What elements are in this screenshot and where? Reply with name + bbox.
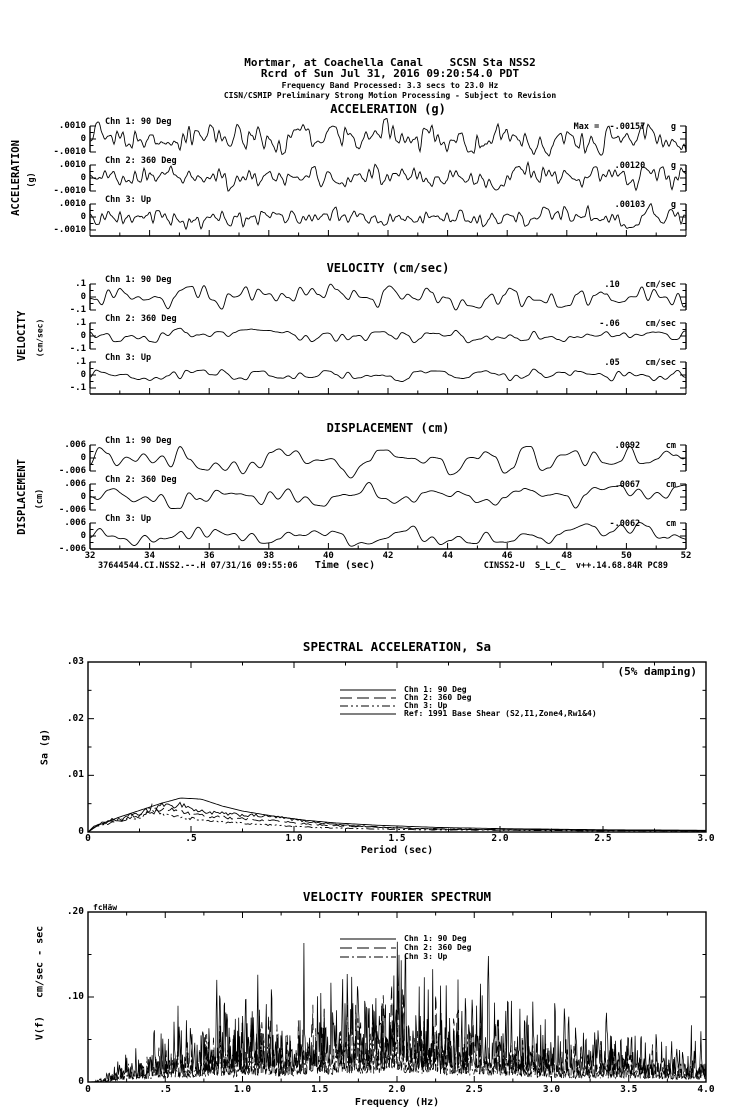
y-scale-bottom: -.1 (69, 305, 86, 315)
sa-legend-label: Chn 2: 360 Deg (404, 693, 472, 702)
channel-label: Chn 2: 360 Deg (105, 156, 177, 166)
waveform-velocity-chn-3-up (90, 369, 686, 381)
waveform-velocity-chn-1-90-deg (90, 284, 686, 310)
sa-x-tick-label: .5 (185, 833, 197, 844)
time-tick-label: 38 (263, 551, 275, 561)
y-scale-zero: 0 (80, 492, 86, 502)
fourier-x-tick-label: 0 (85, 1084, 91, 1095)
time-tick-label: 40 (322, 551, 334, 561)
channel-label: Chn 1: 90 Deg (105, 436, 172, 446)
panel-side-label: ACCELERATION (9, 140, 22, 216)
time-tick-label: 50 (620, 551, 632, 561)
channel-label: Chn 3: Up (105, 514, 152, 524)
peak-value-label: Max = -.00157 g (573, 122, 676, 132)
fourier-x-tick-label: 1.0 (233, 1084, 252, 1095)
y-scale-top: .0010 (58, 121, 86, 131)
fourier-x-tick-label: 2.5 (465, 1084, 483, 1095)
fourier-x-tick-label: 2.0 (388, 1084, 406, 1095)
waveform-acceleration-chn-2-360-deg (90, 162, 686, 191)
y-scale-bottom: -.0010 (53, 147, 86, 157)
sa-plot-frame (88, 662, 706, 832)
fourier-legend-label: Chn 3: Up (404, 952, 448, 961)
y-scale-top: .1 (75, 279, 86, 289)
channel-label: Chn 1: 90 Deg (105, 117, 172, 127)
fourier-plot-title: VELOCITY FOURIER SPECTRUM (302, 889, 492, 904)
y-scale-bottom: -.1 (69, 344, 86, 354)
channel-label: Chn 1: 90 Deg (105, 275, 172, 285)
sa-x-tick-label: 2.0 (491, 833, 509, 844)
sa-legend-label: Chn 3: Up (404, 701, 448, 710)
sa-plot-title: SPECTRAL ACCELERATION, Sa (302, 639, 492, 654)
time-tick-label: 42 (382, 551, 394, 561)
peak-value-label: .0067 cm (614, 480, 676, 490)
peak-value-label: -.06 cm/sec (599, 319, 676, 329)
station-title: Mortmar, at Coachella Canal SCSN Sta NSS2 (244, 56, 536, 69)
waveform-displacement-chn-1-90-deg (90, 446, 686, 478)
time-tick-label: 52 (680, 551, 692, 561)
channel-label: Chn 3: Up (105, 353, 152, 363)
fourier-x-tick-label: 3.5 (620, 1084, 638, 1095)
processing-note: CISN/CSMIP Preliminary Strong Motion Processing - Subject to Revision (223, 91, 557, 100)
y-scale-zero: 0 (80, 134, 86, 144)
y-scale-bottom: -.1 (69, 383, 86, 393)
peak-value-label: .0092 cm (614, 441, 676, 451)
time-tick-label: 32 (84, 551, 96, 561)
waveform-displacement-chn-3-up (90, 523, 686, 547)
time-axis-label: Time (sec) (314, 560, 376, 571)
velocity-panel-graphics (90, 284, 686, 394)
time-tick-label: 44 (442, 551, 454, 561)
y-scale-top: .0010 (58, 199, 86, 209)
y-scale-top: .1 (75, 357, 86, 367)
displacement-panel-graphics (90, 445, 686, 549)
sa-legend-label: Ref: 1991 Base Shear (S2,I1,Zone4,Rw1&4) (404, 709, 597, 718)
waveform-acceleration-chn-3-up (90, 204, 686, 230)
y-scale-top: .1 (75, 318, 86, 328)
y-scale-top: .006 (64, 518, 86, 528)
fourier-x-tick-label: .5 (159, 1084, 171, 1095)
fourier-y-tick-label: .20 (66, 906, 84, 917)
sa-x-tick-label: 2.5 (594, 833, 612, 844)
sa-x-tick-label: 0 (85, 833, 91, 844)
fourier-y-tick-label: 0 (78, 1076, 84, 1087)
y-scale-zero: 0 (80, 212, 86, 222)
peak-value-label: .05 cm/sec (604, 358, 676, 368)
sa-y-tick-label: .01 (66, 769, 84, 781)
panel-title-displacement: DISPLACEMENT (cm) (326, 421, 450, 435)
channel-label: Chn 3: Up (105, 195, 152, 205)
y-scale-top: .006 (64, 440, 86, 450)
y-scale-bottom: -.0010 (53, 225, 86, 235)
fourier-curves (88, 942, 706, 1082)
y-scale-zero: 0 (80, 370, 86, 380)
frequency-band-note: Frequency Band Processed: 3.3 secs to 23.0 Hz (281, 81, 499, 90)
record-id-footer: 37644544.CI.NSS2.--.H 07/31/16 09:55:06 (98, 561, 298, 571)
sa-legend-label: Chn 1: 90 Deg (404, 685, 467, 694)
fourier-x-tick-label: 1.5 (311, 1084, 329, 1095)
processing-footer: CINSS2-U S_L_C_ v++.14.68.84R PC89 (483, 561, 668, 571)
y-scale-bottom: -.006 (58, 466, 86, 476)
fourier-legend-label: Chn 1: 90 Deg (404, 934, 467, 943)
sa-x-axis-label: Period (sec) (360, 845, 434, 856)
sa-y-tick-label: .03 (66, 656, 84, 667)
y-scale-bottom: -.006 (58, 505, 86, 515)
fourier-x-axis-label: Frequency (Hz) (354, 1097, 440, 1108)
y-scale-zero: 0 (80, 331, 86, 341)
y-scale-top: .006 (64, 479, 86, 489)
panel-side-label: VELOCITY (15, 310, 28, 362)
y-scale-zero: 0 (80, 173, 86, 183)
y-scale-zero: 0 (80, 531, 86, 541)
fourier-x-tick-label: 3.0 (542, 1084, 561, 1095)
panel-side-label: DISPLACEMENT (15, 459, 28, 535)
acceleration-panel-graphics (90, 119, 686, 236)
sa-y-axis-label: Sa (g) (39, 728, 51, 766)
damping-annotation: (5% damping) (617, 665, 697, 678)
channel-label: Chn 2: 360 Deg (105, 475, 177, 485)
time-tick-label: 46 (501, 551, 513, 561)
time-tick-label: 34 (144, 551, 156, 561)
fourier-x-tick-label: 4.0 (697, 1084, 715, 1095)
sa-x-tick-label: 1.0 (285, 833, 303, 844)
panel-side-units: (cm) (35, 488, 46, 510)
y-scale-bottom: -.0010 (53, 186, 86, 196)
sa-y-tick-label: .02 (66, 712, 84, 724)
sa-x-tick-label: 1.5 (388, 833, 406, 844)
panel-title-velocity: VELOCITY (cm/sec) (326, 261, 450, 275)
panel-title-acceleration: ACCELERATION (g) (330, 102, 446, 116)
peak-value-label: -.0062 cm (609, 519, 676, 529)
panel-side-units: (cm/sec) (35, 318, 45, 358)
fourier-y-axis-label: V(f) cm/sec - sec (34, 925, 46, 1041)
sa-x-tick-label: 3.0 (697, 833, 715, 844)
fourier-legend-label: Chn 2: 360 Deg (404, 943, 472, 952)
waveform-velocity-chn-2-360-deg (90, 328, 686, 343)
channel-label: Chn 2: 360 Deg (105, 314, 177, 324)
y-scale-zero: 0 (80, 453, 86, 463)
record-datetime: Rcrd of Sun Jul 31, 2016 09:20:54.0 PDT (260, 67, 520, 80)
y-scale-bottom: -.006 (58, 544, 86, 554)
peak-value-label: .00103 g (614, 200, 676, 210)
peak-value-label: .10 cm/sec (604, 280, 676, 290)
sa-y-tick-label: 0 (78, 826, 84, 837)
time-tick-label: 36 (203, 551, 215, 561)
fourier-corner-label: fcHäw (93, 903, 118, 912)
fourier-y-tick-label: .10 (66, 991, 84, 1002)
panel-side-units: (g) (27, 172, 38, 188)
y-scale-top: .0010 (58, 160, 86, 170)
peak-value-label: .00120 g (614, 161, 676, 171)
y-scale-zero: 0 (80, 292, 86, 302)
sa-curve-chn-1-90-deg (88, 802, 706, 832)
time-tick-label: 48 (561, 551, 573, 561)
